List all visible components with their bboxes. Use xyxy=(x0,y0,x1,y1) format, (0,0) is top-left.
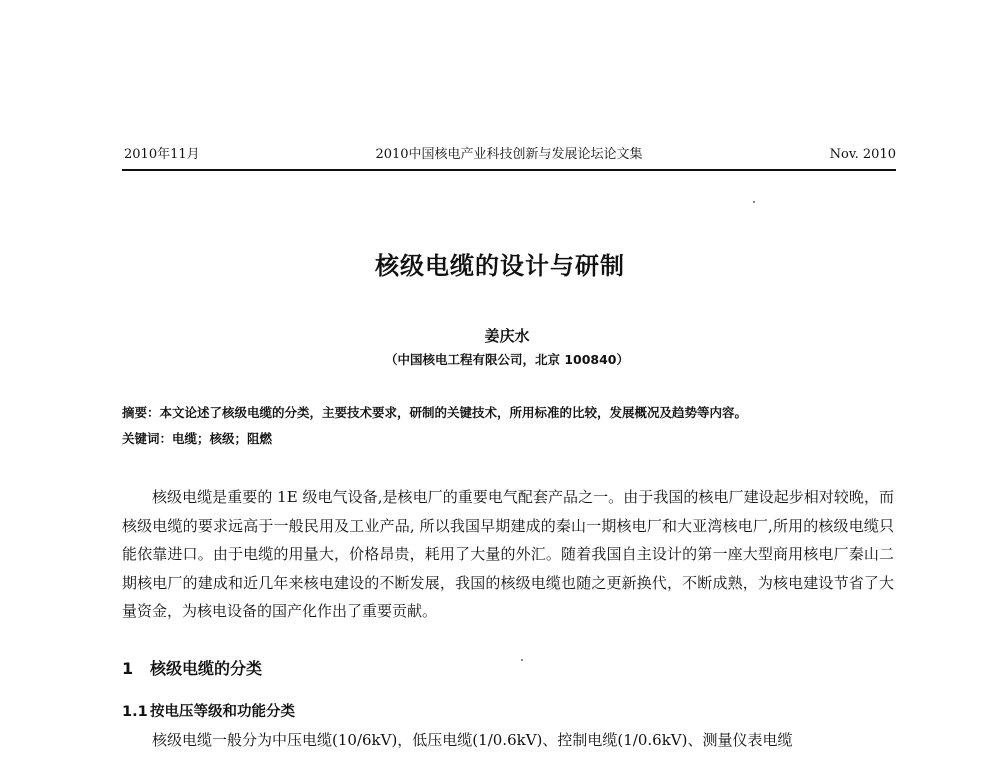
header-date-en: Nov. 2010 xyxy=(829,147,896,162)
section-number: 1 xyxy=(122,659,134,678)
section-heading xyxy=(122,656,262,679)
section-title: 核级电缆的分类 xyxy=(150,659,263,678)
subsection-title: 按电压等级和功能分类 xyxy=(150,704,295,720)
author-affiliation: （中国核电工程有限公司，北京 100840） xyxy=(384,352,630,367)
subsection-number: 1.1 xyxy=(122,704,148,720)
paper-author: 姜庆水 xyxy=(484,327,530,345)
header-date-cn: 2010年11月 xyxy=(124,147,200,162)
running-header xyxy=(122,143,896,171)
scan-speck xyxy=(753,201,755,203)
intro-paragraph: 核级电缆是重要的 1E 级电气设备,是核电厂的重要电气配套产品之一。由于我国的核电厂建设起步相对较晚，而核级电缆的要求远高于一般民用及工业产品, 所以我国早期建成的秦山一期核电厂和大亚湾核电厂,所用的核级电缆只能依靠进口。由于电缆的用量大，价格昂贵，耗用了大量的外汇。随着我国自主设计的第一座大型商用核电厂秦山二期核电厂的建成和近几年来核电建设的不断发展，我国的核级电缆也随之更新换代，不断成熟，为核电建设节省了大量资金，为核电设备的国产化作出了重要贡献。 xyxy=(122,488,894,620)
subsection-paragraph: 核级电缆一般分为中压电缆(10/6kV)，低压电缆(1/0.6kV)、控制电缆(1/0.6kV)、测量仪表电缆 xyxy=(152,731,793,749)
abstract: 摘要：本文论述了核级电缆的分类，主要技术要求，研制的关键技术，所用标准的比较，发展概况及趋势等内容。 xyxy=(122,405,748,420)
scan-speck xyxy=(521,659,523,661)
paper-title: 核级电缆的设计与研制 xyxy=(375,252,625,280)
header-proceedings-title: 2010中国核电产业科技创新与发展论坛论文集 xyxy=(375,147,643,162)
subsection-heading xyxy=(122,700,295,721)
keywords: 关键词：电缆；核级；阻燃 xyxy=(122,431,273,446)
